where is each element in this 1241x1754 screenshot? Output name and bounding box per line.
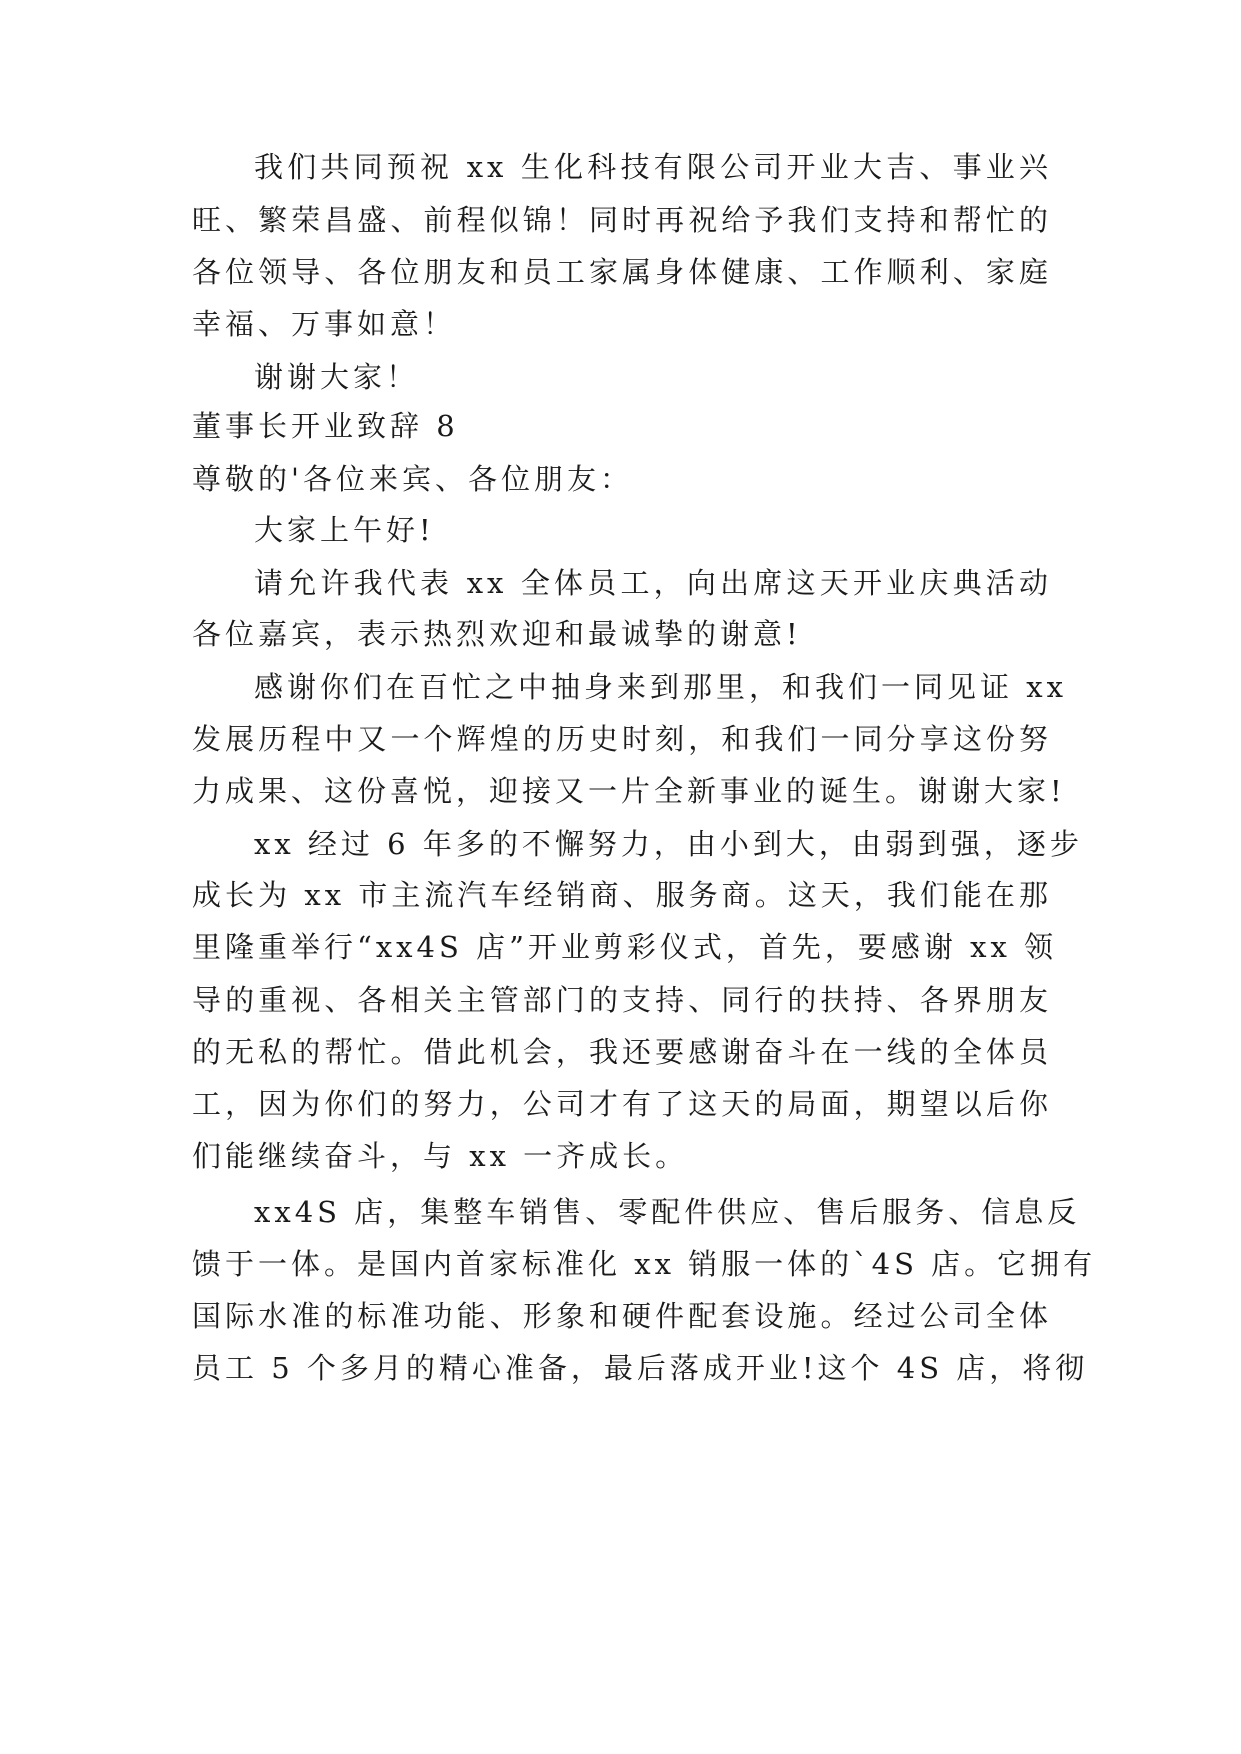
paragraph-line: 请允许我代表 xx 全体员工，向出席这天开业庆典活动 [254, 566, 1052, 600]
paragraph-line: 各位领导、各位朋友和员工家属身体健康、工作顺利、家庭 [192, 255, 1052, 289]
paragraph-line: 力成果、这份喜悦，迎接又一片全新事业的诞生。谢谢大家! [192, 774, 1066, 808]
paragraph-line: xx 经过 6 年多的不懈努力，由小到大，由弱到强，逐步 [254, 827, 1083, 861]
paragraph-line: 感谢你们在百忙之中抽身来到那里，和我们一同见证 xx [254, 670, 1067, 704]
paragraph-line: 们能继续奋斗，与 xx 一齐成长。 [192, 1139, 689, 1173]
paragraph-line: 我们共同预祝 xx 生化科技有限公司开业大吉、事业兴 [254, 150, 1052, 184]
paragraph-line: 员工 5 个多月的精心准备，最后落成开业!这个 4S 店，将彻 [192, 1351, 1089, 1385]
paragraph-line: 旺、繁荣昌盛、前程似锦！同时再祝给予我们支持和帮忙的 [192, 203, 1052, 237]
paragraph-line: 导的重视、各相关主管部门的支持、同行的扶持、各界朋友 [192, 983, 1052, 1017]
closing-line: 谢谢大家！ [254, 360, 420, 394]
paragraph-line: xx4S 店，集整车销售、零配件供应、售后服务、信息反 [254, 1195, 1081, 1229]
paragraph-line: 里隆重举行“xx4S 店”开业剪彩仪式，首先，要感谢 xx 领 [192, 930, 1058, 964]
paragraph-line: 成长为 xx 市主流汽车经销商、服务商。这天，我们能在那 [192, 878, 1052, 912]
paragraph-line: 馈于一体。是国内首家标准化 xx 销服一体的`4S 店。它拥有 [192, 1247, 1097, 1281]
paragraph-line: 的无私的帮忙。借此机会，我还要感谢奋斗在一线的全体员 [192, 1035, 1052, 1069]
paragraph-line: 发展历程中又一个辉煌的历史时刻，和我们一同分享这份努 [192, 722, 1052, 756]
paragraph-line: 国际水准的标准功能、形象和硬件配套设施。经过公司全体 [192, 1299, 1052, 1333]
section-heading: 董事长开业致辞 8 [192, 409, 459, 443]
paragraph-line: 工，因为你们的努力，公司才有了这天的局面，期望以后你 [192, 1087, 1052, 1121]
paragraph-line: 各位嘉宾，表示热烈欢迎和最诚挚的谢意! [192, 617, 802, 651]
greeting-line: 大家上午好! [254, 513, 435, 547]
salutation: 尊敬的'各位来宾、各位朋友： [192, 462, 633, 496]
paragraph-line: 幸福、万事如意！ [192, 307, 457, 341]
